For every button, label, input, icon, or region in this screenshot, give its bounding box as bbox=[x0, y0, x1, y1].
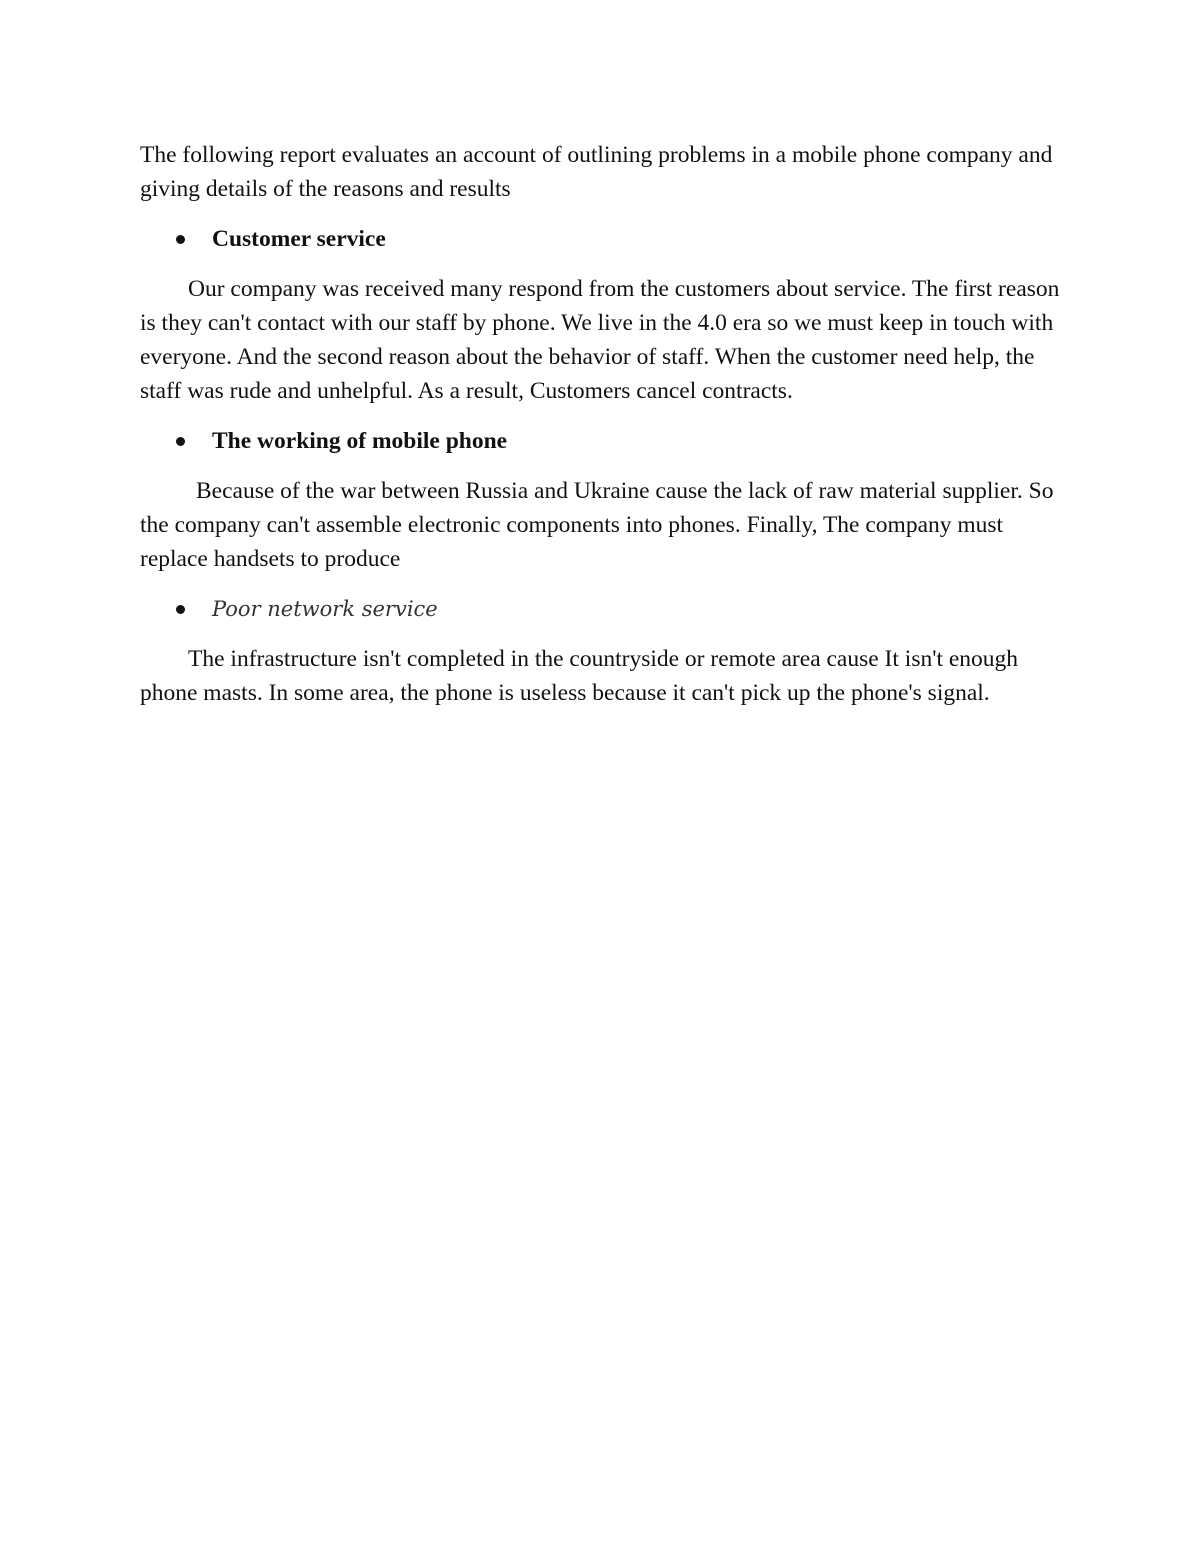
bullet-icon bbox=[176, 605, 185, 614]
bullet-icon bbox=[176, 235, 185, 244]
section-body-working-of-mobile-phone: Because of the war between Russia and Ukraine cause the lack of raw material supplier. So the company can't assemble electronic components into phones. Finally, The company must replace handsets to produce bbox=[140, 478, 1054, 572]
section-heading-customer-service bbox=[140, 222, 1070, 256]
section-heading-label: The working of mobile phone bbox=[212, 428, 508, 454]
section-heading-working-of-mobile-phone bbox=[140, 424, 1070, 458]
document-page bbox=[140, 138, 1070, 726]
section-heading-label: Poor network service bbox=[212, 597, 438, 621]
intro-paragraph: The following report evaluates an account of outlining problems in a mobile phone company and giving details of the reasons and results bbox=[140, 142, 1053, 202]
bullet-icon bbox=[176, 437, 185, 446]
section-body-customer-service: Our company was received many respond from the customers about service. The first reason is they can't contact with our staff by phone. We live in the 4.0 era so we must keep in touch with everyone. And the second reason about the behavior of staff. When the customer need help, the staff was rude and unhelpful. As a result, Customers cancel contracts. bbox=[140, 276, 1060, 404]
section-heading-poor-network-service bbox=[140, 592, 1070, 626]
section-body-poor-network-service: The infrastructure isn't completed in the countryside or remote area cause It isn't enough phone masts. In some area, the phone is useless because it can't pick up the phone's signal. bbox=[140, 646, 1019, 706]
section-heading-label: Customer service bbox=[212, 226, 386, 252]
